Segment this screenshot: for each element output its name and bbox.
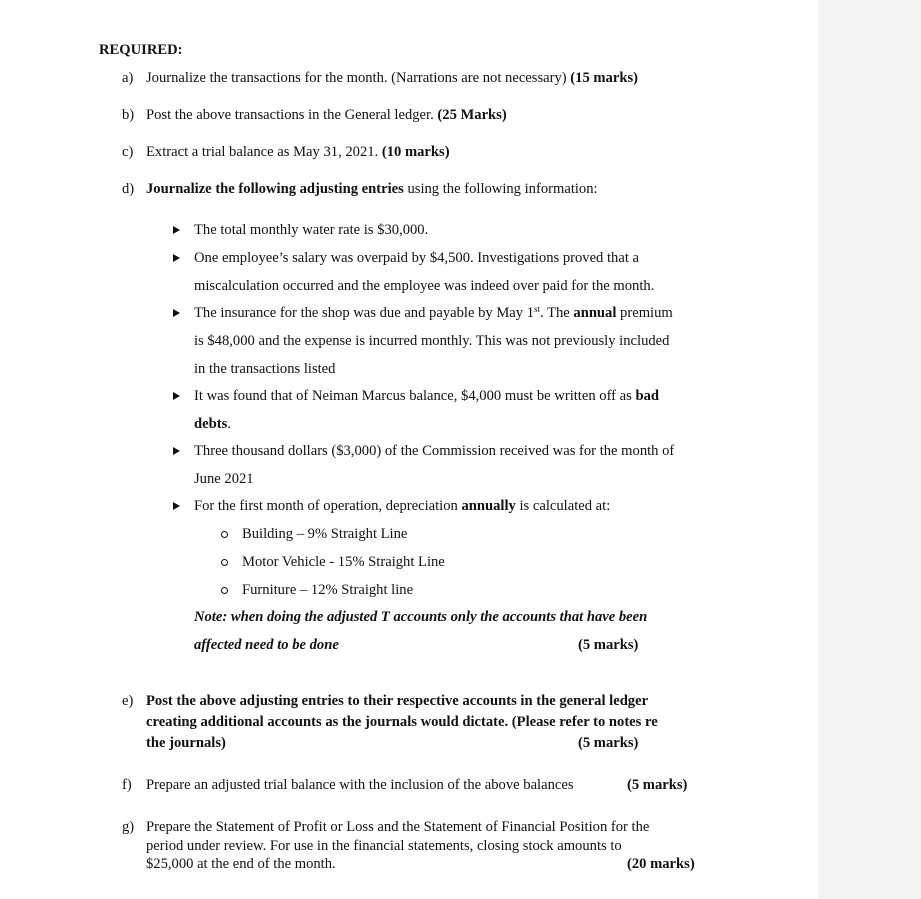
depreciation-bold: annually [461, 498, 516, 514]
baddebt-bold: bad [635, 388, 660, 404]
item-c [146, 143, 450, 161]
baddebt-text: It was found that of Neiman Marcus balance, $4,000 must be written off as [194, 388, 636, 404]
bullet-insurance-line3: in the transactions listed [194, 361, 336, 377]
arrow-bullet-icon [173, 254, 180, 262]
required-heading: REQUIRED: [99, 42, 183, 58]
item-b-letter: b) [122, 107, 135, 123]
arrow-bullet-icon [173, 447, 180, 455]
item-f-letter: f) [122, 777, 132, 793]
item-d-marks: (5 marks) [578, 637, 639, 653]
item-c-text: Extract a trial balance as May 31, 2021. [146, 144, 379, 160]
bullet-depreciation [194, 497, 610, 515]
bullet-insurance-line2: is $48,000 and the expense is incurred monthly. This was not previously included [194, 333, 670, 349]
depreciation-text-a: For the first month of operation, depreciation [194, 498, 462, 514]
item-a-letter: a) [122, 70, 134, 86]
depreciation-text-b: is calculated at: [515, 498, 611, 514]
item-a [146, 69, 638, 87]
item-g-marks: (20 marks) [627, 856, 695, 872]
insurance-text-c: premium [616, 305, 673, 321]
insurance-superscript: st [534, 304, 541, 314]
insurance-text-a: The insurance for the shop was due and payable by May 1 [194, 305, 535, 321]
circle-bullet-icon [221, 559, 228, 566]
item-g-line1: Prepare the Statement of Profit or Loss and the Statement of Financial Position for the [146, 819, 650, 835]
circle-bullet-icon [221, 587, 228, 594]
bullet-salary-line1: One employee’s salary was overpaid by $4,500. Investigations proved that a [194, 250, 639, 266]
item-e-line1: Post the above adjusting entries to their respective accounts in the general ledger [146, 693, 649, 709]
item-g-letter: g) [122, 819, 135, 835]
item-d-rest: using the following information: [403, 181, 598, 197]
note-line1: Note: when doing the adjusted T accounts only the accounts that have been [194, 609, 648, 625]
depreciation-motor-vehicle: Motor Vehicle - 15% Straight Line [242, 554, 445, 570]
insurance-bold: annual [573, 305, 617, 321]
bullet-salary-line2: miscalculation occurred and the employee was indeed over paid for the month. [194, 278, 655, 294]
item-b [146, 106, 507, 124]
item-c-letter: c) [122, 144, 134, 160]
bullet-commission-line1: Three thousand dollars ($3,000) of the Commission received was for the month of [194, 443, 675, 459]
item-b-text: Post the above transactions in the General ledger. [146, 107, 434, 123]
bullet-baddebt-line1 [194, 387, 659, 405]
insurance-text-b: . The [540, 305, 574, 321]
item-a-text: Journalize the transactions for the month. (Narrations are not necessary) [146, 70, 567, 86]
arrow-bullet-icon [173, 226, 180, 234]
item-d-letter: d) [122, 181, 135, 197]
depreciation-furniture: Furniture – 12% Straight line [242, 582, 414, 598]
item-a-marks: (15 marks) [570, 70, 638, 86]
depreciation-building: Building – 9% Straight Line [242, 526, 408, 542]
item-f-marks: (5 marks) [627, 777, 688, 793]
item-e-marks: (5 marks) [578, 735, 639, 751]
arrow-bullet-icon [173, 392, 180, 400]
note-line2: affected need to be done [194, 637, 339, 653]
baddebt-period: . [227, 416, 231, 432]
arrow-bullet-icon [173, 502, 180, 510]
item-b-marks: (25 Marks) [437, 107, 507, 123]
item-f-text: Prepare an adjusted trial balance with the inclusion of the above balances [146, 777, 574, 793]
bullet-commission-line2: June 2021 [194, 471, 254, 487]
bullet-water: The total monthly water rate is $30,000. [194, 222, 429, 238]
item-d-bold: Journalize the following adjusting entries [146, 181, 404, 197]
item-g-line3: $25,000 at the end of the month. [146, 856, 336, 872]
item-e-line2: creating additional accounts as the journals would dictate. (Please refer to notes re [146, 714, 658, 730]
circle-bullet-icon [221, 531, 228, 538]
item-d [146, 180, 598, 198]
baddebt-bold-2: debts [194, 416, 228, 432]
item-c-marks: (10 marks) [381, 144, 450, 160]
item-e-letter: e) [122, 693, 134, 709]
item-g-line2: period under review. For use in the financial statements, closing stock amounts to [146, 838, 622, 854]
bullet-insurance-line1 [194, 304, 673, 322]
bullet-baddebt-line2 [194, 415, 231, 433]
viewer-side-margin [818, 0, 921, 899]
item-e-line3: the journals) [146, 735, 226, 751]
arrow-bullet-icon [173, 309, 180, 317]
